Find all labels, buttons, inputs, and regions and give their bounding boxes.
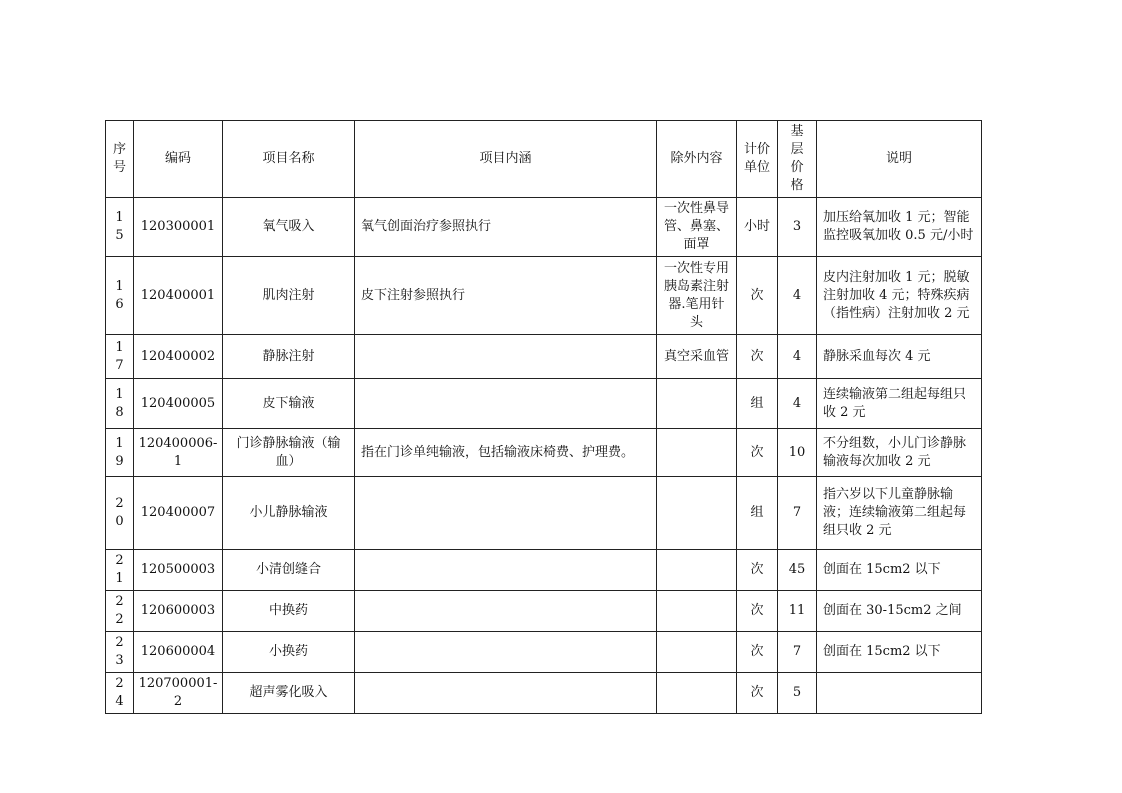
row-excluded — [657, 550, 737, 591]
header-row — [106, 121, 982, 198]
row-price: 4 — [778, 335, 817, 379]
row-name: 氧气吸入 — [223, 198, 355, 257]
row-note: 连续输液第二组起每组只收 2 元 — [817, 379, 982, 429]
row-no: 18 — [106, 379, 134, 429]
table-row — [106, 673, 982, 714]
header-price: 基层价格 — [778, 121, 817, 198]
row-code: 120400005 — [134, 379, 223, 429]
row-unit: 次 — [737, 257, 778, 335]
table-row — [106, 379, 982, 429]
row-price: 10 — [778, 429, 817, 477]
row-price: 7 — [778, 477, 817, 550]
row-code: 120700001-2 — [134, 673, 223, 714]
row-no: 17 — [106, 335, 134, 379]
row-name: 静脉注射 — [223, 335, 355, 379]
row-price: 11 — [778, 591, 817, 632]
row-name: 皮下输液 — [223, 379, 355, 429]
row-price: 3 — [778, 198, 817, 257]
row-note — [817, 673, 982, 714]
row-no: 16 — [106, 257, 134, 335]
row-name: 小儿静脉输液 — [223, 477, 355, 550]
row-note: 皮内注射加收 1 元；脱敏注射加收 4 元；特殊疾病（指性病）注射加收 2 元 — [817, 257, 982, 335]
header-excluded: 除外内容 — [657, 121, 737, 198]
row-note: 创面在 30-15cm2 之间 — [817, 591, 982, 632]
row-name: 中换药 — [223, 591, 355, 632]
table-row — [106, 257, 982, 335]
row-content — [355, 550, 657, 591]
header-unit: 计价单位 — [737, 121, 778, 198]
table-row — [106, 198, 982, 257]
row-unit: 组 — [737, 379, 778, 429]
header-code: 编码 — [134, 121, 223, 198]
row-no: 19 — [106, 429, 134, 477]
table-row — [106, 550, 982, 591]
row-code: 120600003 — [134, 591, 223, 632]
price-table — [105, 120, 982, 714]
row-name: 小清创缝合 — [223, 550, 355, 591]
row-no: 23 — [106, 632, 134, 673]
row-no: 22 — [106, 591, 134, 632]
row-excluded: 真空采血管 — [657, 335, 737, 379]
row-content — [355, 335, 657, 379]
row-code: 120300001 — [134, 198, 223, 257]
row-code: 120400002 — [134, 335, 223, 379]
row-excluded — [657, 673, 737, 714]
row-code: 120600004 — [134, 632, 223, 673]
row-no: 21 — [106, 550, 134, 591]
row-note: 创面在 15cm2 以下 — [817, 632, 982, 673]
row-unit: 小时 — [737, 198, 778, 257]
row-no: 15 — [106, 198, 134, 257]
row-note: 加压给氧加收 1 元；智能监控吸氧加收 0.5 元/小时 — [817, 198, 982, 257]
row-unit: 次 — [737, 632, 778, 673]
row-content — [355, 632, 657, 673]
header-content: 项目内涵 — [355, 121, 657, 198]
row-content — [355, 673, 657, 714]
row-note: 不分组数，小儿门诊静脉输液每次加收 2 元 — [817, 429, 982, 477]
row-no: 24 — [106, 673, 134, 714]
table-row — [106, 477, 982, 550]
row-unit: 次 — [737, 429, 778, 477]
row-excluded — [657, 632, 737, 673]
row-code: 120400007 — [134, 477, 223, 550]
header-name: 项目名称 — [223, 121, 355, 198]
header-no: 序号 — [106, 121, 134, 198]
row-unit: 次 — [737, 591, 778, 632]
row-note: 静脉采血每次 4 元 — [817, 335, 982, 379]
row-excluded — [657, 477, 737, 550]
table-row — [106, 335, 982, 379]
header-note: 说明 — [817, 121, 982, 198]
row-content: 指在门诊单纯输液，包括输液床椅费、护理费。 — [355, 429, 657, 477]
row-price: 7 — [778, 632, 817, 673]
row-name: 肌肉注射 — [223, 257, 355, 335]
row-name: 超声雾化吸入 — [223, 673, 355, 714]
row-content — [355, 591, 657, 632]
row-price: 4 — [778, 379, 817, 429]
row-code: 120400006-1 — [134, 429, 223, 477]
row-code: 120400001 — [134, 257, 223, 335]
row-unit: 次 — [737, 550, 778, 591]
row-unit: 次 — [737, 673, 778, 714]
row-price: 4 — [778, 257, 817, 335]
row-note: 指六岁以下儿童静脉输液；连续输液第二组起每组只收 2 元 — [817, 477, 982, 550]
row-content: 氧气创面治疗参照执行 — [355, 198, 657, 257]
row-name: 小换药 — [223, 632, 355, 673]
row-price: 5 — [778, 673, 817, 714]
row-excluded: 一次性鼻导管、鼻塞、面罩 — [657, 198, 737, 257]
row-content — [355, 379, 657, 429]
row-price: 45 — [778, 550, 817, 591]
row-excluded — [657, 379, 737, 429]
row-note: 创面在 15cm2 以下 — [817, 550, 982, 591]
table-row — [106, 632, 982, 673]
row-excluded: 一次性专用胰岛素注射器.笔用针头 — [657, 257, 737, 335]
row-unit: 次 — [737, 335, 778, 379]
row-content: 皮下注射参照执行 — [355, 257, 657, 335]
row-no: 20 — [106, 477, 134, 550]
row-content — [355, 477, 657, 550]
row-unit: 组 — [737, 477, 778, 550]
row-excluded — [657, 591, 737, 632]
row-code: 120500003 — [134, 550, 223, 591]
row-excluded — [657, 429, 737, 477]
table-row — [106, 591, 982, 632]
table-row — [106, 429, 982, 477]
row-name: 门诊静脉输液（输血） — [223, 429, 355, 477]
